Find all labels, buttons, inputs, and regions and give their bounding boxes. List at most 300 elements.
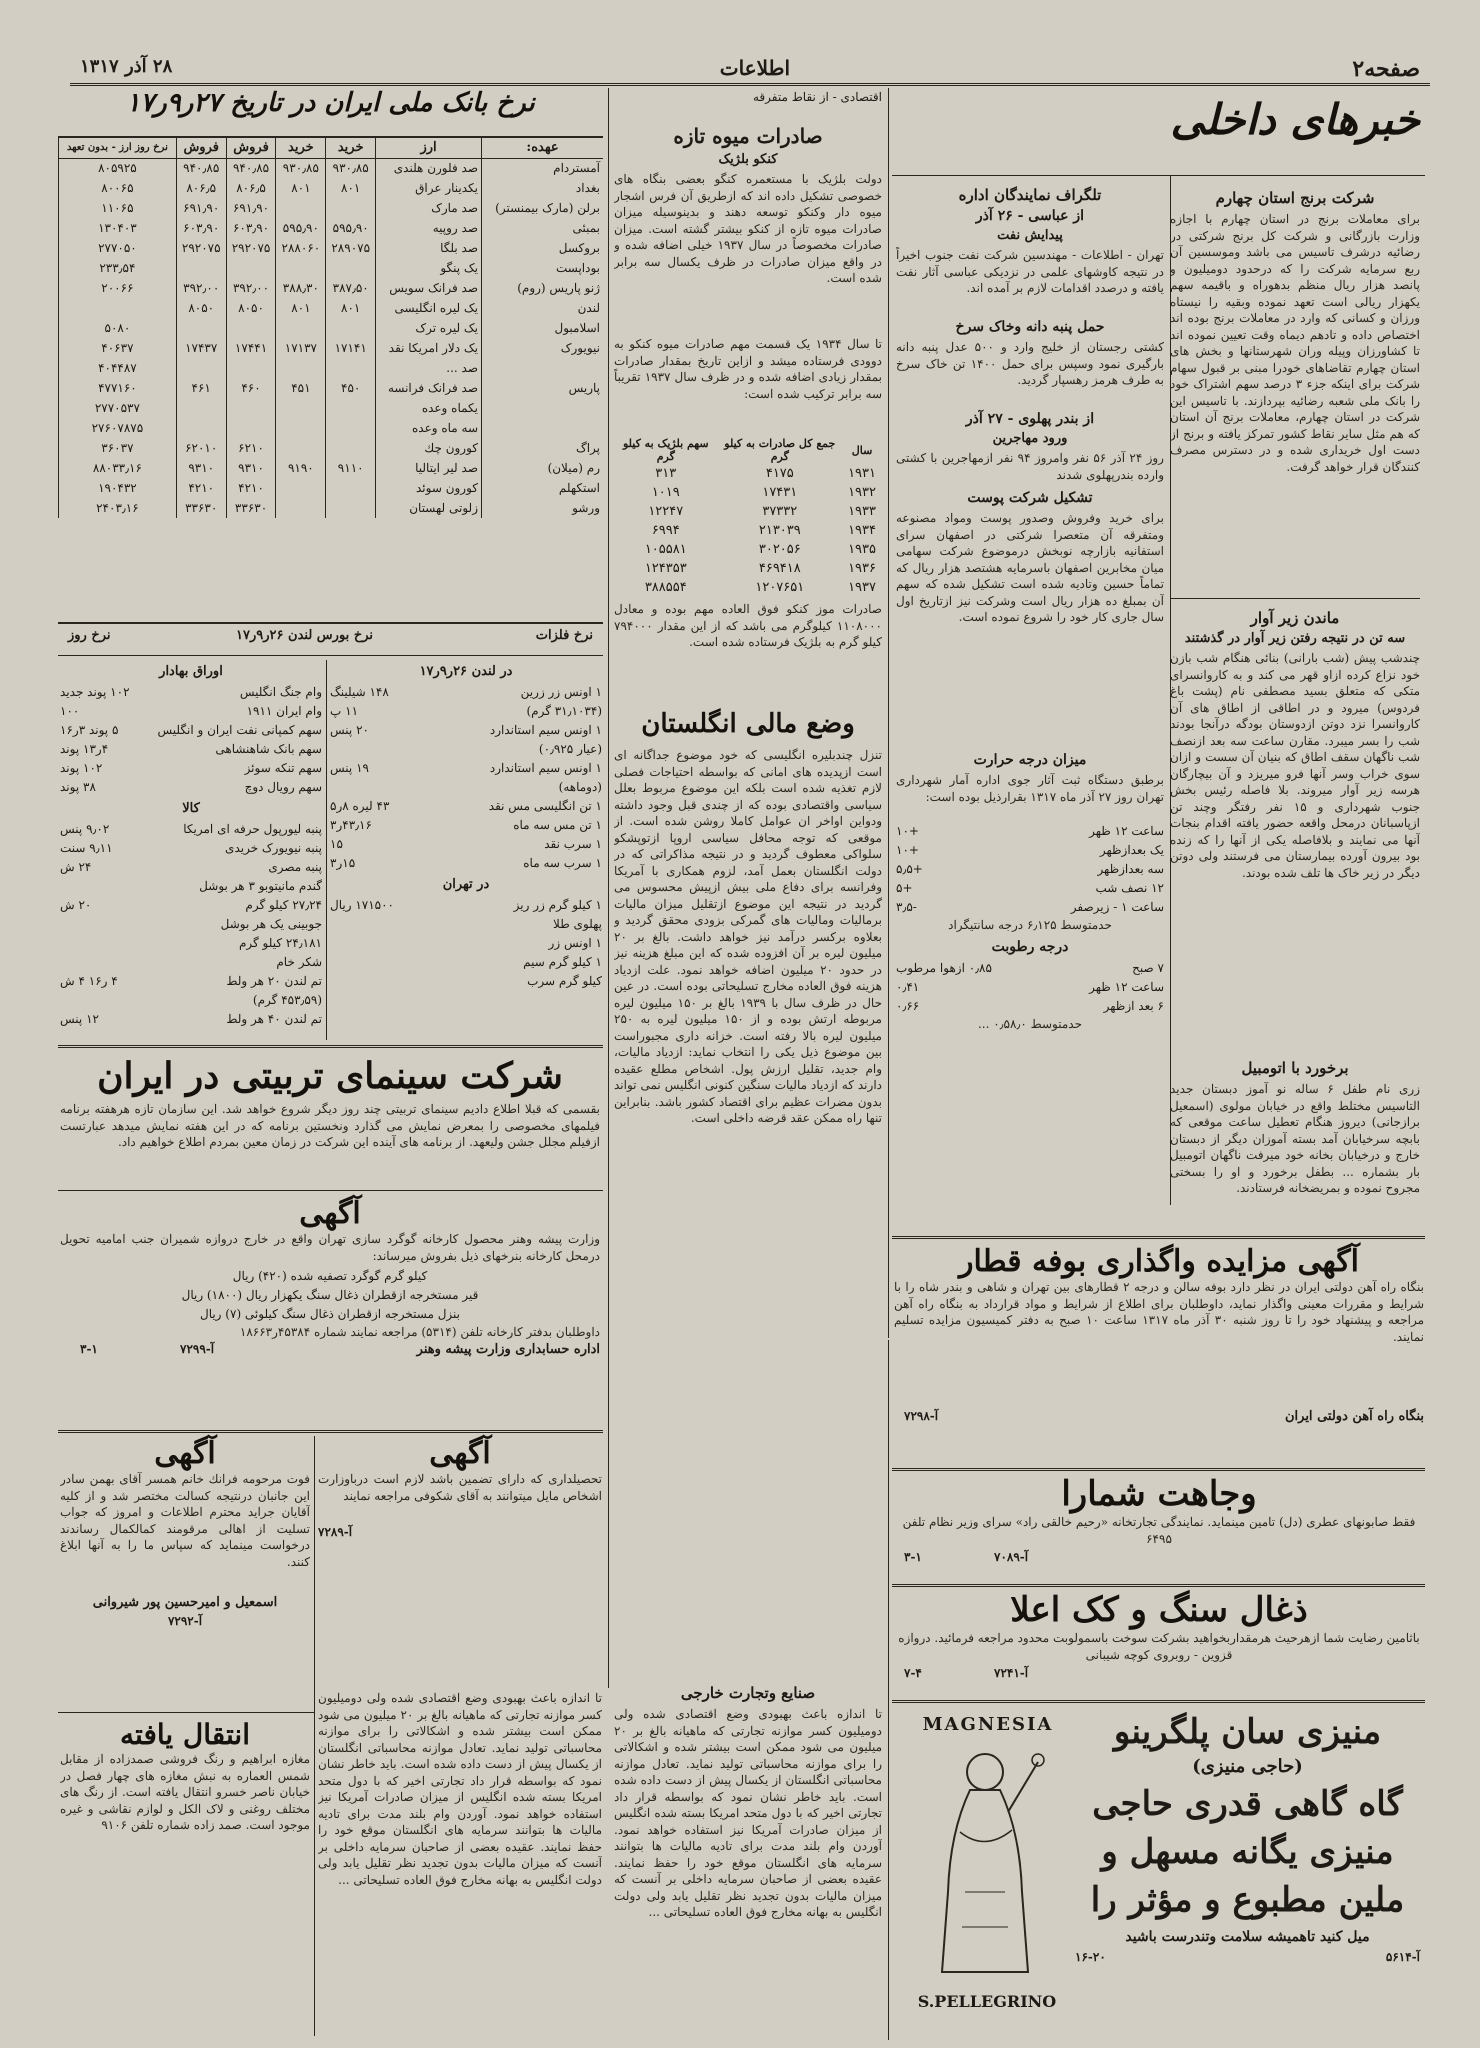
heat-row-label: یک بعدازظهر (1099, 843, 1164, 857)
bank-rate-row (59, 218, 604, 238)
fruit-row (614, 559, 882, 578)
rate-cell-sell-transfer: ۱۷۴۳۷ (176, 338, 226, 358)
rate-cell-day-rate: ۵۰۸۰ (59, 318, 177, 338)
internal-news-title: خبرهای داخلی (1170, 95, 1420, 144)
soap-code2: ۳-۱ (904, 1550, 922, 1564)
goods-list (60, 820, 322, 1029)
ad-employment (318, 1436, 602, 1676)
goods-price-label: ۲۴٫۱۸۱ کیلو گرم (238, 936, 322, 950)
goods-price (60, 972, 322, 991)
humidity-row-label: ۷ صبح (1132, 961, 1164, 975)
rate-cell-sell-cash (226, 258, 276, 278)
rate-cell-buy-cash (326, 318, 376, 338)
rate-cell-buy-cash (326, 358, 376, 378)
goods-price-label: ۲۷٫۲۴ کیلو گرم (245, 898, 322, 912)
london-price-label: ۱ اونس زر زرین (520, 685, 602, 699)
humidity-table (896, 959, 1164, 1016)
tehran-price (330, 953, 602, 972)
security-price (60, 702, 322, 721)
fruit-cell: ۱۹۳۶ (848, 561, 876, 576)
tehran-price (330, 972, 602, 991)
rate-cell-day-rate: ۲۷۷۰۵۰ (59, 238, 177, 258)
magnesia-code2: ۱۶-۲۰ (1075, 1950, 1106, 1964)
bank-rate-row (59, 438, 604, 458)
humidity-row (896, 997, 1164, 1016)
rate-cell-unit: برلن (مارک بیمنستر) (482, 198, 603, 218)
tehran-price (330, 896, 602, 915)
bank-rate-row (59, 398, 604, 418)
ad-sulfur-text: وزارت پیشه وهنر محصول کارخانه گوگرد سازی تهران واقع در خارج دروازه شمیران جنب امامیه تحویل درمحل کارخانه بنرخهای ذیل بفروش میرساند: (60, 1232, 600, 1263)
fruit-cell: ۱۰۱۹ (651, 485, 680, 500)
england-headline: وضع مالی انگلستان (641, 709, 855, 739)
rate-cell-day-rate: ۸۰۵۹۲۵ (59, 158, 177, 178)
ad-sulfur-title: آگهی (299, 1196, 361, 1231)
rate-cell-buy-cash: ۹۳۰٫۸۵ (326, 158, 376, 178)
humidity-headline: درجه رطوبت (991, 939, 1069, 955)
rate-cell-day-rate: ۲۴۰۳٫۱۶ (59, 498, 177, 518)
fruit-row (614, 483, 882, 502)
telegraph-column (896, 182, 1164, 1212)
rate-cell-sell-cash: ۸۰۶٫۵ (226, 178, 276, 198)
magnesia-line3: گاه گاهی قدری حاجی (1092, 1784, 1403, 1824)
fruit-text-1: دولت بلژیک با مستعمره کنگو بعضی بنگاه های خصوصی تشکیل داده اند که ازطریق آن فرس اشجار میوه دار وکنکو توسعه دهند و بدینوسیله میزان صادرات میوه تازه از کنکو بیشتر گشته است. میزان صادرات مخصوصاً در سال ۱۹۳۷ خیلی اضافه شده و در واقع میزان صادرات در ظرف یکسال سه برابر شده است. (614, 172, 882, 285)
bank-rate-row (59, 498, 604, 518)
heat-row (896, 879, 1164, 898)
humidity-row-value: ۰٫۴۱ (896, 980, 920, 994)
bank-rate-row (59, 318, 604, 338)
migrants-headline: ورود مهاجرین (992, 431, 1068, 446)
rice-company-article (1170, 185, 1420, 585)
rate-cell-unit: ژنو پاریس (روم) (482, 278, 603, 298)
humidity-average: حدمتوسط ۰٫۵۸٫۰ ... (977, 1017, 1083, 1031)
goods-price-value: ۴ ر۱۶ ۴ ش (60, 974, 118, 988)
rate-cell-sell-transfer: ۲۹۲۰۷۵ (176, 238, 226, 258)
fruit-cell: ۱۹۳۷ (848, 580, 876, 595)
rice-company-headline: شرکت برنج استان چهارم (1215, 189, 1375, 207)
fruit-text-2: تا سال ۱۹۳۴ یک قسمت مهم صادرات میوه کنکو به دوودی فرستاده میشد و ازاین تاریخ بمقدار صادرات بمقدار زیادی اضافه شده و در ظرف سال ۱۹۳۷ تقریباً سه برابر ترکیب شده است: (614, 337, 882, 401)
oil-text: تهران - اطلاعات - مهندسین شرکت نفت جنوب اخیراً در نتیجه کاوشهای علمی در نزدیکی عباسی آثار نفت یافته و درصدد اقدامات لازم بر آمده اند. (896, 248, 1164, 295)
fruit-cell: ۱۹۳۴ (848, 523, 876, 538)
goods-price (60, 1010, 322, 1029)
trade-text: تا اندازه باعث بهبودی وضع اقتصادی شده ولی دومیلیون کسر موازنه تجارتی که ماهیانه بالغ بر ۲۰ میلیون می شود ممکن است بیشتر شده و اشکالاتی را برای موازنه محاسباتی تولید نماید. تعادل موازنه محاسباتی انگلستان از یکسال پیش از دست داده شده است. باید خاطر نشان نمود که بواسطه قرار داد تجارتی اخیر که با دول متحد امریکا بسته شده انگلیس از میزان صادرات آمریکا نیز استفاده خواهد نمود. آوردن وام بلند مدت برای تادیه مالیات ها بتوانند سرمایه های انگلستان موقع خود را حفظ نمایند. عقیده بعضی از صاحبان سرمایه داخلی بر آنست که میزان مالیات بدون تجدید نظر تقلیل یابد ولی دولت انگلیس به بهانه مخارج فوق العاده تسلیحاتی ... (614, 1707, 882, 1919)
securities-block (60, 660, 322, 1040)
abbas-dateline: از عباسی - ۲۶ آذر (975, 208, 1085, 224)
rate-cell-unit: اسلامبول (482, 318, 603, 338)
ad-sulfur-item: بنزل مستخرجه ازقطران ذغال سنگ کیلوئی (۷) ریال (199, 1307, 461, 1321)
rate-cell-sell-transfer: ۹۴۰٫۸۵ (176, 158, 226, 178)
goods-price (60, 953, 322, 972)
rate-cell-day-rate: ۲۰۰۶۶ (59, 278, 177, 298)
rate-cell-unit: بروکسل (482, 238, 603, 258)
rate-cell-unit: بمبئی (482, 218, 603, 238)
collapse-text: چندشب پیش (شب بارانی) بنائی هنگام شب بازن خود نزاع کرده ازاو قهر می کند و به کاروانسرای متکی که متعلق بسید مصطفی نام (پشت باغ فردوس) میرود و در اطاقی از اطاق های آن کاروانسرا نزد دوتن ازدوستان بودگه درآنجا بودند شب را بسر میبرد. مقارن ساعت سه بعد ازنصف شب ناگهان سقف اطاق که بنیان آن سست و ازان سوی خراب وسر آنها فرو میریزد و آن بیچارگان هرسه زیر آوار میروند. بلا فاصله رئیس بخش جنوب شهرداری و ۱۵ نفر رفتگر وچند تن ازپاسبانان درمحل واقعه حضور یافته اقدام بنجات آنها می نمایند و بلافاصله یکی از آنها را که زنده بود بیرون آورده بیمارستان می فرستند ولی دوتن دیگر در زیر خاک ها تلف شده بودند. (1170, 651, 1420, 880)
bank-rate-row (59, 378, 604, 398)
heat-average: حدمتوسط ۶٫۱۲۵ درجه سانتیگراد (948, 918, 1112, 932)
rate-cell-currency: یک دلار امریکا نقد (376, 338, 482, 358)
rate-cell-buy-cash: ۸۰۱ (326, 298, 376, 318)
rate-cell-currency: یک لیره ترک (376, 318, 482, 338)
auction-code: آ-۷۲۹۸ (904, 1409, 939, 1423)
coal-title: ذغال سنگ و کک اعلا (1010, 1590, 1308, 1630)
rate-cell-buy-cash (326, 198, 376, 218)
rate-cell-day-rate: ۲۳۳٫۵۴ (59, 258, 177, 278)
rate-cell-day-rate: ۳۶۰۳۷ (59, 438, 177, 458)
ad-employment-code: آ-۷۲۸۹ (318, 1525, 353, 1539)
fruit-row (614, 502, 882, 521)
tehran-price (330, 934, 602, 953)
bank-rate-row (59, 478, 604, 498)
rate-cell-day-rate: ۱۱۰۶۵ (59, 198, 177, 218)
ad-sulfur-code2: ۳-۱ (80, 1342, 98, 1356)
rate-cell-unit: استکهلم (482, 478, 603, 498)
securities-title: اوراق بهادار (159, 664, 223, 679)
heat-row (896, 822, 1164, 841)
rate-cell-buy-transfer: ۳۸۸٫۳۰ (276, 278, 326, 298)
london-price (330, 683, 602, 702)
tehran-price-label: پهلوی طلا (553, 917, 602, 931)
rate-cell-day-rate: ۲۷۷۰۵۳۷ (59, 398, 177, 418)
rate-cell-buy-transfer: ۸۰۱ (276, 298, 326, 318)
rate-cell-currency: یک پنگو (376, 258, 482, 278)
bank-rates-table (58, 138, 603, 518)
rate-cell-sell-cash: ۶۰۳٫۹۰ (226, 218, 276, 238)
ad-employment-text: تحصیلداری که دارای تضمین باشد لازم است درباوزارت اشخاص مایل میتوانند به آقای شکوفی مراجعه نمایند (318, 1472, 602, 1503)
bank-rate-row (59, 418, 604, 438)
telegraph-title: تلگراف نمایندگان اداره (958, 186, 1102, 204)
fruit-subheadline: کنکو بلژیک (718, 152, 778, 167)
london-list (330, 683, 602, 873)
security-price (60, 721, 322, 740)
rate-cell-currency: سه ماه وعده (376, 418, 482, 438)
tehran-price-label: ۱ اونس زر (548, 936, 602, 950)
london-price-value: ۱۵ (330, 837, 343, 851)
london-price-label: ۱ تن مس سه ماه (513, 818, 602, 832)
london-price-value: ۱۴۸ شیلینگ (330, 685, 389, 699)
heat-table (896, 822, 1164, 917)
heat-row (896, 841, 1164, 860)
auto-article (1170, 1055, 1420, 1235)
london-price (330, 759, 602, 778)
london-price-label: ۱ تن انگلیسی مس نقد (488, 799, 602, 813)
london-price-value: ۱۹ پنس (330, 761, 369, 775)
fruit-export-table (614, 436, 882, 597)
rate-cell-sell-transfer: ۴۶۱ (176, 378, 226, 398)
migrants-text: روز ۲۴ آذر ۵۶ نفر وامروز ۹۴ نفر ازمهاجرین با کشتی وارده بندرپهلوی شدند (896, 451, 1164, 482)
rate-cell-buy-cash: ۳۸۷٫۵۰ (326, 278, 376, 298)
rate-cell-sell-cash: ۶۲۱۰ (226, 438, 276, 458)
rate-cell-sell-transfer: ۳۹۲٫۰۰ (176, 278, 226, 298)
fruit-cell: ۱۹۳۳ (848, 504, 876, 519)
rate-cell-unit: پاریس (482, 378, 603, 398)
rate-cell-unit (482, 418, 603, 438)
rate-cell-sell-cash (226, 398, 276, 418)
fruit-row (614, 540, 882, 559)
security-price-value: ۱۰۰ (60, 704, 80, 718)
security-price-value: ۵ پوند ۳ر۱۶ (60, 723, 119, 737)
tehran-price-label: کیلو گرم سرب (527, 974, 602, 988)
rate-cell-currency: یکدینار عراق (376, 178, 482, 198)
goods-price-value: ۱۲ پنس (60, 1012, 99, 1026)
magnesia-line4: منیزی یگانه مسهل و (1101, 1832, 1394, 1872)
fruit-cell: ۱۹۳۵ (848, 542, 876, 557)
ad-sulfur-item: قیر مستخرجه ازقطران ذغال سنگ یکهزار ریال (۱۸۰۰) ریال (181, 1288, 479, 1302)
cinema-text: بقسمی که قبلا اطلاع دادیم سینمای تربیتی چند روز دیگر شروع خواهد شد. این سازمان تازه هرهفته برنامه فیلمهای مخصوصی را بمعرض نمایش می گذارد ونخستین برنامه که در این هفته نمایش میدهد عبارتست ازفیلم مجلل جشن ولیعهد. از برنامه های آینده این شرکت در زمان معین بمردم اطلاع خواهیم داد. (60, 1102, 600, 1149)
magnesia-code: آ-۵۶۱۴ (1385, 1950, 1420, 1964)
magnesia-brand-bottom: S.PELLEGRINO (917, 1992, 1057, 2011)
goods-price-label: پنبه لیورپول حرفه ای امریکا (183, 822, 322, 836)
heat-row (896, 898, 1164, 917)
fruit-col-header: سهم بلژیک به کیلو گرم (622, 437, 709, 463)
fruit-cell: ۱۲۴۳۵۳ (644, 561, 687, 576)
rate-cell-sell-cash (226, 318, 276, 338)
security-price-label: سهم رویال دوچ (244, 780, 322, 794)
humidity-row-label: ۶ بعد ازظهر (1103, 999, 1164, 1013)
rate-cell-sell-cash: ۲۹۲۰۷۵ (226, 238, 276, 258)
rate-cell-currency: کورون چك (376, 438, 482, 458)
goods-price-label: گندم مانیتوبو ۳ هر بوشل (199, 879, 322, 893)
tehran-title: در تهران (442, 877, 490, 892)
coal-ad (894, 1590, 1424, 1700)
magnesia-copy (1075, 1710, 1420, 1970)
internal-news-masthead (890, 95, 1420, 170)
transfer-notice (60, 1718, 310, 2028)
rate-cell-sell-cash: ۴۲۱۰ (226, 478, 276, 498)
london-price (330, 797, 602, 816)
rate-cell-currency: صد روپیه (376, 218, 482, 238)
trade-continuation (318, 1690, 602, 2030)
heat-intro: برطبق دستگاه ثبت آثار جوی اداره آمار شهرداری تهران روز ۲۷ آذر ماه ۱۳۱۷ بقرارذیل بوده است: (896, 773, 1164, 804)
rate-cell-buy-transfer (276, 198, 326, 218)
bank-rates-header (58, 88, 603, 134)
rate-cell-buy-transfer: ۴۵۱ (276, 378, 326, 398)
rate-cell-currency: کورون سوئد (376, 478, 482, 498)
bank-rate-row (59, 458, 604, 478)
heat-row-label: سه بعدازظهر (1097, 862, 1164, 876)
auction-title: آگهی مزایده واگذاری بوفه قطار (958, 1244, 1359, 1279)
col-currency: ارز (376, 138, 482, 158)
fruit-cell: ۴۶۹۴۱۸ (758, 561, 801, 576)
london-price (330, 835, 602, 854)
collapse-subheadline: سه تن در نتیجه رفتن زیر آوار در گذشتند (1184, 631, 1406, 646)
london-price-label: ۱ سرب نقد (544, 837, 602, 851)
rate-cell-currency: صد فلورن هلندی (376, 158, 482, 178)
pahlavi-dateline: از بندر پهلوی - ۲۷ آذر (965, 411, 1095, 427)
london-price-value: ۴۳ لیره ۸ر۵ (330, 799, 390, 813)
rate-cell-day-rate: ۱۳۰۴۰۳ (59, 218, 177, 238)
metals-block (330, 660, 602, 1040)
bank-rates-title: نرخ بانک ملی ایران در تاریخ ۲۷ر۹ر۱۷ (126, 88, 535, 118)
security-price-label: سهم تنکه سوئز (244, 761, 322, 775)
rate-cell-buy-cash (326, 438, 376, 458)
heat-row-label: ساعت ۱ - زیرصفر (1070, 900, 1164, 914)
train-buffet-auction (894, 1244, 1424, 1474)
rate-cell-sell-transfer (176, 358, 226, 378)
rate-cell-day-rate: ۴۰۴۴۸۷ (59, 358, 177, 378)
ad-condolence (60, 1436, 310, 1706)
ad-employment-title: آگهی (429, 1436, 491, 1471)
fruit-row (614, 464, 882, 483)
rate-cell-sell-transfer (176, 258, 226, 278)
fruit-cell: ۱۹۳۲ (848, 485, 876, 500)
rate-cell-unit: لندن (482, 298, 603, 318)
rate-cell-sell-transfer (176, 398, 226, 418)
issue-date: ۲۸ آذر ۱۳۱۷ (80, 56, 173, 77)
rate-cell-unit (482, 398, 603, 418)
rate-cell-sell-transfer (176, 418, 226, 438)
rate-cell-buy-transfer (276, 318, 326, 338)
rate-cell-buy-cash: ۱۷۱۴۱ (326, 338, 376, 358)
humidity-row (896, 978, 1164, 997)
heat-headline: میزان درجه حرارت (973, 752, 1087, 768)
ad-condolence-code: آ-۷۲۹۲ (167, 1614, 203, 1628)
soap-code: آ-۷۰۸۹ (994, 1550, 1029, 1564)
fruit-row (614, 578, 882, 597)
fruit-cell: ۳۰۲۰۵۶ (758, 542, 801, 557)
security-price (60, 740, 322, 759)
page-header (70, 52, 1430, 86)
fruit-cell: ۱۹۳۱ (848, 466, 876, 481)
rate-cell-unit (482, 358, 603, 378)
bank-rate-row (59, 338, 604, 358)
rate-cell-buy-transfer (276, 258, 326, 278)
rice-company-text: برای معاملات برنج در استان چهارم با اجازه وزارت بازرگانی و شرکت کل برنج شرکتی در رضائیه درشرف تاسیس می باشد وموسسین آن ربع سرمایه شرکت را که درحدود دومیلیون و پانصد هزار ریال منظم بدهوراه و باقیمه سهم یکهزار ریالی است تعهد نموده وبقیه را نیستاه ورزان و کسانی که وارد در معاملات برنج بوده اند اختصاص داده و تادهم دیماه وقت تعیین نموده اند تا کشاورزان وپیله وران شهرستانها و بخش های استان چهارم تقاضاهای خودرا مبنی بر قبول سهام شرکت برای اینکه جزء ۳ درصد سهم اشتراک خود را بانک ملی شعبه رضائیه بپردازند. با تاسیس این شرکت در استان چهارم، معاملات برنج آن استان که هم مثل سایر نقاط کشور تمرکز یافته و برنج از دست اول خریداری شده و در دسترس مصرف کنندگان قرار خواهد گرفت. (1170, 212, 1420, 474)
ad-condolence-signature: اسمعیل و امیرحسین پور شیروانی (92, 1595, 278, 1610)
collapse-article (1170, 605, 1420, 1045)
rate-cell-sell-cash: ۳۳۶۳۰ (226, 498, 276, 518)
rate-cell-buy-transfer (276, 478, 326, 498)
securities-list (60, 683, 322, 797)
rate-cell-buy-cash (326, 258, 376, 278)
rate-cell-currency: صد لیر ایتالیا (376, 458, 482, 478)
ad-condolence-title: آگهی (154, 1436, 216, 1471)
magnesia-line5: ملین مطبوع و مؤثر را (1090, 1880, 1405, 1920)
fruit-text-3: صادرات موز کنکو فوق العاده مهم بوده و معادل ۱۱۰۸۰۰۰ کیلوگرم می باشد که از این مقدار ۷۹۴۰۰۰ کیلو گرم به بلژیک فرستاده شده است. (614, 602, 882, 649)
rate-cell-sell-transfer: ۳۳۶۳۰ (176, 498, 226, 518)
goods-price-value: ۲۴ ش (60, 860, 92, 874)
bank-rate-row (59, 178, 604, 198)
london-price (330, 702, 602, 721)
fruit-cell: ۴۱۷۵ (765, 466, 794, 481)
bank-rate-row (59, 358, 604, 378)
rate-cell-buy-transfer: ۱۷۱۳۷ (276, 338, 326, 358)
rate-cell-buy-cash (326, 478, 376, 498)
metals-label: نرخ فلزات (535, 628, 593, 643)
london-rate-label: نرخ بورس لندن ۲۶ر۹ر۱۷ (236, 628, 373, 643)
security-price-label: وام جنگ انگلیس (239, 685, 322, 699)
trade-headline: صنایع وتجارت خارجی (680, 1684, 816, 1702)
bank-rate-row (59, 238, 604, 258)
london-price (330, 740, 602, 759)
rate-cell-unit: نیویورک (482, 338, 603, 358)
rate-cell-sell-transfer: ۸۰۶٫۵ (176, 178, 226, 198)
london-price-value: ۱۱ پ (330, 704, 359, 718)
rate-cell-buy-transfer (276, 438, 326, 458)
goods-price (60, 915, 322, 934)
rate-cell-sell-cash: ۶۹۱٫۹۰ (226, 198, 276, 218)
london-price (330, 778, 602, 797)
humidity-row (896, 959, 1164, 978)
rate-cell-sell-transfer: ۸۰۵۰ (176, 298, 226, 318)
fruit-cell: ۶۹۹۴ (651, 523, 680, 538)
soil-headline: حمل پنبه دانه وخاک سرخ (955, 319, 1105, 335)
rate-cell-sell-cash: ۳۹۲٫۰۰ (226, 278, 276, 298)
rate-cell-sell-transfer: ۶۰۳٫۹۰ (176, 218, 226, 238)
auction-signature: بنگاه راه آهن دولتی ایران (1284, 1409, 1424, 1424)
fruit-col-header: جمع کل صادرات به کیلو گرم (724, 437, 836, 463)
rate-cell-sell-transfer: ۹۳۱۰ (176, 458, 226, 478)
cinema-article (60, 1055, 600, 1185)
fruit-col-header: سال (851, 443, 873, 457)
goods-price (60, 934, 322, 953)
fruit-cell: ۲۱۳۰۳۹ (758, 523, 801, 538)
goods-price (60, 858, 322, 877)
bank-rate-row (59, 258, 604, 278)
heat-row-value: +۵٫۵ (896, 862, 923, 876)
rate-cell-buy-cash: ۸۰۱ (326, 178, 376, 198)
ad-sulfur-code: آ-۷۲۹۹ (180, 1342, 215, 1356)
heat-row-value: +۵ (896, 881, 913, 895)
rate-cell-currency: صد فرانک سویس (376, 278, 482, 298)
rate-cell-day-rate: ۱۹۰۴۳۲ (59, 478, 177, 498)
auto-headline: برخورد با اتومبیل (1241, 1059, 1349, 1077)
rate-cell-sell-cash: ۴۶۰ (226, 378, 276, 398)
rate-cell-unit: بغداد (482, 178, 603, 198)
rate-cell-buy-transfer: ۵۹۵٫۹۰ (276, 218, 326, 238)
collapse-headline: ماندن زیر آوار (1250, 609, 1340, 627)
london-price (330, 721, 602, 740)
heat-row-label: ساعت ۱۲ ظهر (1089, 824, 1164, 838)
rate-cell-buy-transfer: ۹۱۹۰ (276, 458, 326, 478)
soap-ad (894, 1474, 1424, 1582)
bank-rates-table-wrap (58, 136, 603, 624)
rate-cell-day-rate: ۴۰۶۳۷ (59, 338, 177, 358)
bank-footer (58, 628, 603, 652)
ad-sulfur-contact: داوطلبان بدفتر کارخانه تلفن (۵۳۱۴) مراجعه نمایند شماره ۴۵۳۸۴ر۱۸۶۶۳ (239, 1325, 600, 1339)
humidity-row-label: ساعت ۱۲ ظهر (1089, 980, 1164, 994)
coal-text: باثامین رضایت شما ازهرحیث هرمقداربخواهید بشرکت سوخت باسمولوبت محدود مراجعه فرمائید. دروازه قزوین - روبروی کوچه شیبانی (898, 1631, 1420, 1662)
rate-cell-buy-transfer (276, 498, 326, 518)
section-label: اقتصادی - از نقاط متفرقه (752, 90, 882, 104)
security-price-label: سهم کمپانی نفت ایران و انگلیس (157, 723, 322, 737)
fruit-cell: ۳۱۳ (655, 466, 677, 481)
leather-text: برای خرید وفروش وصدور پوست ومواد مصنوعه ومتفرقه آن متعصرا شرکتی در اصفهان سرای استفانیه بازارچه نوبخش درموضوع شرکت سهامی میان مخابرین اصفهان باسرمایه هشتصد هزار ریال که تماماً حسین وتادیه شده است تشکیل شده که سهم آن بمبلغ ده هزار ریال است وشرکت نیز ازتاریخ اول سال جاری کار خود را شروع نموده است. (896, 511, 1164, 624)
rate-cell-sell-cash (226, 418, 276, 438)
heat-row-value: -۳٫۵ (896, 900, 917, 914)
goods-price-label: تم لندن ۴۰ هر ولط (226, 1012, 322, 1026)
magnesia-line1: منیزی سان پلگرینو (1113, 1712, 1382, 1752)
rate-cell-buy-transfer (276, 358, 326, 378)
london-price-value: ۱۵ر۳ (330, 856, 356, 870)
coal-code: آ-۷۲۴۱ (994, 1666, 1029, 1680)
security-price-value: ۱۰۲ پوند جدید (60, 685, 130, 699)
rate-cell-currency: یکماه وعده (376, 398, 482, 418)
auction-text: بنگاه راه آهن دولتی ایران در نظر دارد بوفه سالن و درجه ۲ قطارهای بین تهران و شاهی و بندر شاه را با شرایط و مقررات معینی واگذار نماید، داوطلبان برای اطلاع از شرایط و مواد قرارداد به بنگاه راه آهن مراجعه و پیشنهاد خود را تا روز شنبه ۳۰ آذر ماه ۱۳۱۷ ساعت ۱۰ صبح به دفتر کمیسیون مزایده تسلیم نمایند. (894, 1280, 1424, 1344)
rate-cell-sell-cash (226, 358, 276, 378)
bank-rate-row (59, 158, 604, 178)
rate-cell-sell-transfer (176, 318, 226, 338)
goods-price (60, 991, 322, 1010)
fruit-cell: ۳۸۸۵۵۴ (644, 580, 687, 595)
goods-price (60, 820, 322, 839)
goods-price-label: پنبه نیویورک خریدی (225, 841, 322, 855)
bank-rate-row (59, 298, 604, 318)
rate-cell-sell-transfer: ۶۲۰۱۰ (176, 438, 226, 458)
rate-cell-buy-cash (326, 498, 376, 518)
rate-cell-currency: زلوتی لهستان (376, 498, 482, 518)
bank-rate-row (59, 198, 604, 218)
rate-cell-buy-transfer: ۲۸۸۰۶۰ (276, 238, 326, 258)
security-price (60, 759, 322, 778)
